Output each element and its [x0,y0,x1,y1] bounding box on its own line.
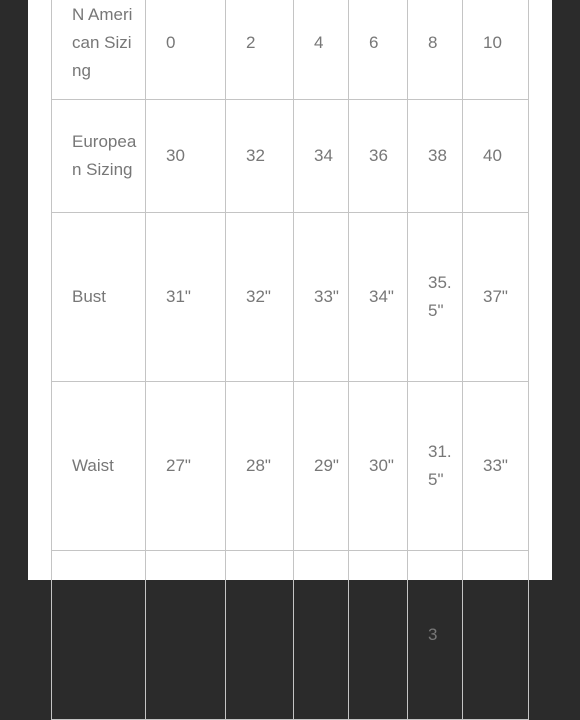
table-cell: 4 [294,0,349,100]
table-cell: 34" [349,213,408,382]
table-cell: 34 [294,100,349,213]
table-cell: 31" [146,213,226,382]
table-row [52,0,529,100]
row-label: N American Sizing [52,0,146,100]
table-cell [226,551,294,720]
table-cell: 10 [463,0,529,100]
table-row [52,100,529,213]
row-label: Bust [52,213,146,382]
table-cell: 8 [408,0,463,100]
table-cell: 30" [349,382,408,551]
table-cell: 32" [226,213,294,382]
table-row [52,551,529,720]
table-row [52,382,529,551]
table-cell: 37" [463,213,529,382]
table-cell: 28" [226,382,294,551]
table-cell: 36 [349,100,408,213]
table-cell [349,551,408,720]
table-cell: 6 [349,0,408,100]
table-cell: 27" [146,382,226,551]
table-cell: 3 [408,551,463,720]
row-label: Waist [52,382,146,551]
table-cell: 30 [146,100,226,213]
table-cell [294,551,349,720]
table-cell: 29" [294,382,349,551]
table-cell [146,551,226,720]
table-cell: 35.5" [408,213,463,382]
table-cell: 0 [146,0,226,100]
table-cell [463,551,529,720]
screenshot-frame [28,0,552,644]
size-chart-table [51,0,529,720]
table-cell: 38 [408,100,463,213]
table-cell: 2 [226,0,294,100]
row-label [52,551,146,720]
table-cell: 33" [294,213,349,382]
row-label: European Sizing [52,100,146,213]
table-cell: 33" [463,382,529,551]
table-cell: 32 [226,100,294,213]
table-cell: 31.5" [408,382,463,551]
table-cell: 40 [463,100,529,213]
table-row [52,213,529,382]
